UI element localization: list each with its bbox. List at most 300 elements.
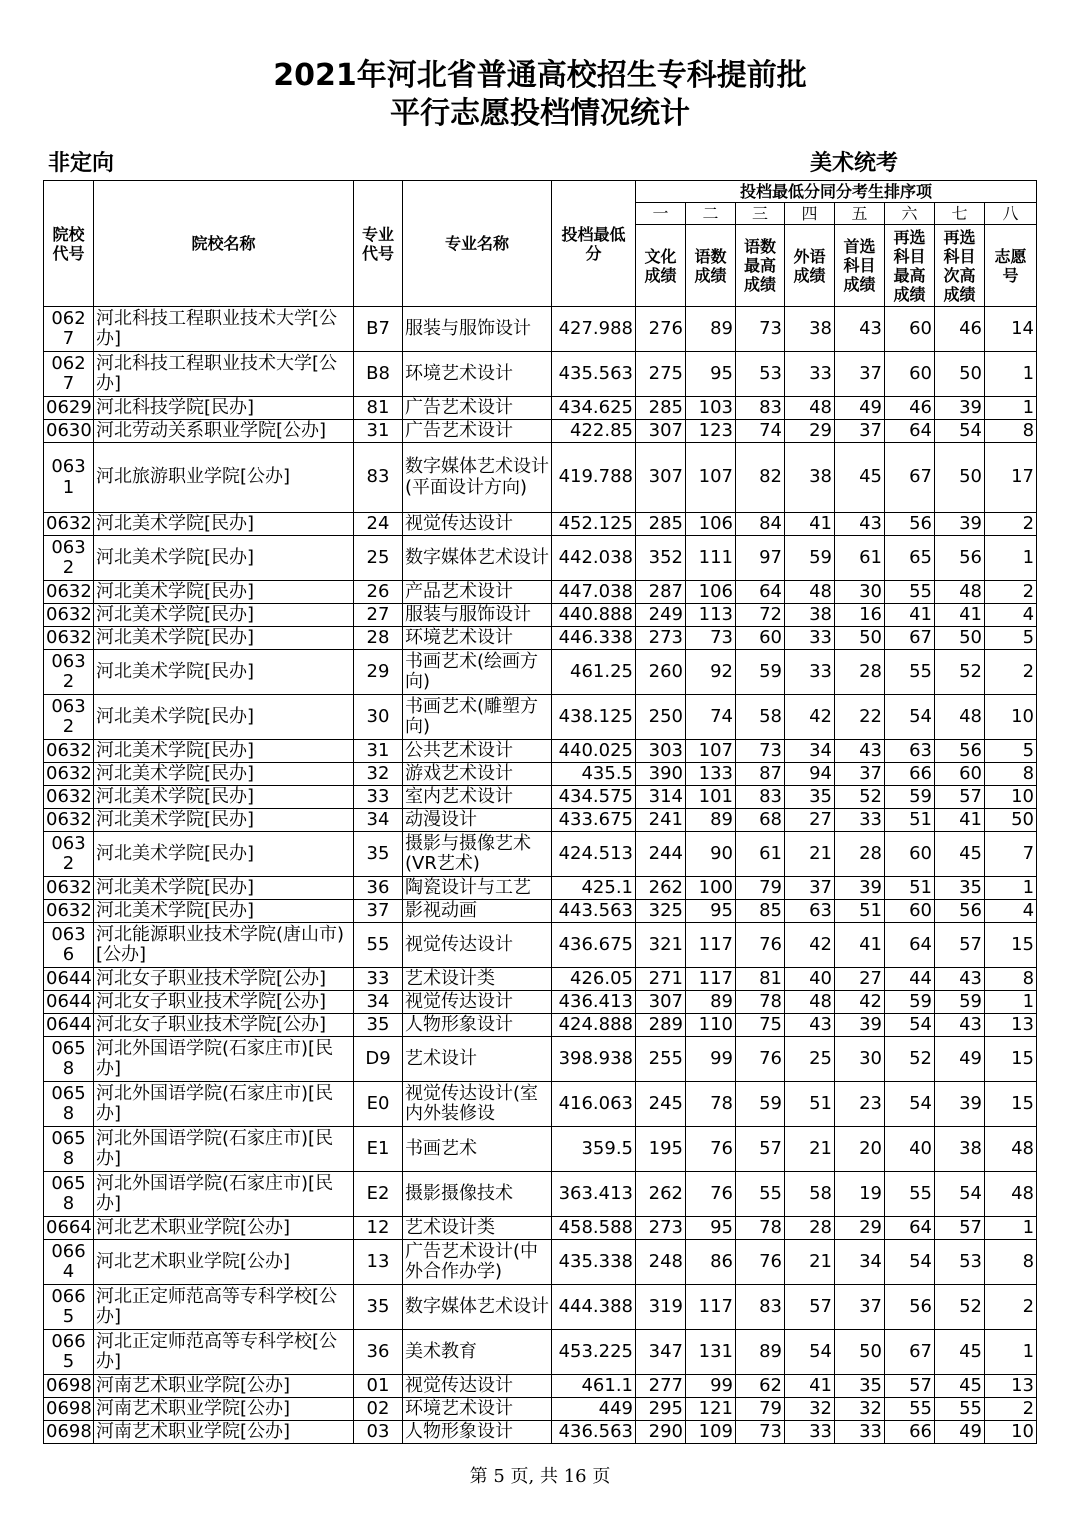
reselect-second-cell: 59 <box>935 991 985 1014</box>
table-row <box>44 923 1037 968</box>
school-code-cell: 0632 <box>44 809 94 832</box>
school-name-cell: 河北女子职业技术学院[公办] <box>94 991 354 1014</box>
preference-no-cell: 1 <box>985 352 1037 397</box>
culture-score-cell: 277 <box>636 1375 686 1398</box>
reselect-second-cell: 57 <box>935 923 985 968</box>
foreign-lang-cell: 41 <box>785 1375 835 1398</box>
chinese-math-cell: 117 <box>686 923 736 968</box>
school-name-cell: 河北美术学院[民办] <box>94 877 354 900</box>
foreign-lang-cell: 21 <box>785 832 835 877</box>
chinese-math-cell: 133 <box>686 763 736 786</box>
header-school-name: 院校名称 <box>94 181 354 307</box>
header-major-name: 专业名称 <box>403 181 552 307</box>
major-name-cell: 动漫设计 <box>403 809 552 832</box>
foreign-lang-cell: 32 <box>785 1398 835 1421</box>
chinese-math-cell: 74 <box>686 695 736 740</box>
chinese-math-max-cell: 87 <box>736 763 785 786</box>
first-subject-cell: 43 <box>835 513 885 536</box>
first-subject-cell: 20 <box>835 1127 885 1172</box>
header-rank-item: 文化成绩 <box>636 225 686 307</box>
chinese-math-max-cell: 73 <box>736 1421 785 1444</box>
header-rank-item: 语数最高成绩 <box>736 225 785 307</box>
culture-score-cell: 347 <box>636 1330 686 1375</box>
table-row <box>44 1082 1037 1127</box>
table-row <box>44 1037 1037 1082</box>
chinese-math-max-cell: 83 <box>736 397 785 420</box>
chinese-math-cell: 106 <box>686 581 736 604</box>
reselect-second-cell: 54 <box>935 1172 985 1217</box>
school-name-cell: 河北外国语学院(石家庄市)[民办] <box>94 1082 354 1127</box>
school-code-cell: 0698 <box>44 1398 94 1421</box>
major-name-cell: 服装与服饰设计 <box>403 604 552 627</box>
reselect-second-cell: 41 <box>935 809 985 832</box>
major-code-cell: 12 <box>354 1217 403 1240</box>
major-code-cell: 02 <box>354 1398 403 1421</box>
table-row <box>44 1127 1037 1172</box>
foreign-lang-cell: 33 <box>785 650 835 695</box>
school-code-cell: 0632 <box>44 877 94 900</box>
major-code-cell: E2 <box>354 1172 403 1217</box>
table-row <box>44 443 1037 513</box>
school-code-cell: 0632 <box>44 650 94 695</box>
school-name-cell: 河北正定师范高等专科学校[公办] <box>94 1285 354 1330</box>
min-score-cell: 436.675 <box>552 923 636 968</box>
school-name-cell: 河北美术学院[民办] <box>94 900 354 923</box>
preference-no-cell: 8 <box>985 968 1037 991</box>
major-name-cell: 视觉传达设计 <box>403 513 552 536</box>
major-code-cell: 35 <box>354 1285 403 1330</box>
culture-score-cell: 271 <box>636 968 686 991</box>
reselect-second-cell: 48 <box>935 581 985 604</box>
min-score-cell: 434.625 <box>552 397 636 420</box>
chinese-math-cell: 73 <box>686 627 736 650</box>
chinese-math-cell: 90 <box>686 832 736 877</box>
foreign-lang-cell: 48 <box>785 991 835 1014</box>
page-title-line2: 平行志愿投档情况统计 <box>390 96 690 131</box>
admission-table <box>43 180 1037 1444</box>
header-rank-number: 四 <box>785 203 835 225</box>
reselect-max-cell: 55 <box>885 1398 935 1421</box>
major-code-cell: 36 <box>354 877 403 900</box>
culture-score-cell: 287 <box>636 581 686 604</box>
major-name-cell: 服装与服饰设计 <box>403 307 552 352</box>
min-score-cell: 424.888 <box>552 1014 636 1037</box>
reselect-max-cell: 54 <box>885 1240 935 1285</box>
school-code-cell: 0658 <box>44 1037 94 1082</box>
culture-score-cell: 289 <box>636 1014 686 1037</box>
foreign-lang-cell: 38 <box>785 604 835 627</box>
school-name-cell: 河北美术学院[民办] <box>94 763 354 786</box>
school-code-cell: 0632 <box>44 786 94 809</box>
chinese-math-cell: 113 <box>686 604 736 627</box>
reselect-second-cell: 60 <box>935 763 985 786</box>
preference-no-cell: 13 <box>985 1375 1037 1398</box>
major-name-cell: 摄影与摄像艺术(VR艺术) <box>403 832 552 877</box>
reselect-second-cell: 56 <box>935 900 985 923</box>
school-code-cell: 0698 <box>44 1421 94 1444</box>
preference-no-cell: 15 <box>985 1082 1037 1127</box>
school-name-cell: 河北美术学院[民办] <box>94 604 354 627</box>
culture-score-cell: 276 <box>636 307 686 352</box>
reselect-max-cell: 55 <box>885 1172 935 1217</box>
school-code-cell: 0644 <box>44 1014 94 1037</box>
foreign-lang-cell: 37 <box>785 877 835 900</box>
major-code-cell: 33 <box>354 968 403 991</box>
min-score-cell: 447.038 <box>552 581 636 604</box>
school-name-cell: 河北美术学院[民办] <box>94 740 354 763</box>
preference-no-cell: 48 <box>985 1172 1037 1217</box>
table-row <box>44 1217 1037 1240</box>
chinese-math-max-cell: 72 <box>736 604 785 627</box>
foreign-lang-cell: 54 <box>785 1330 835 1375</box>
major-code-cell: 83 <box>354 443 403 513</box>
first-subject-cell: 61 <box>835 536 885 581</box>
major-name-cell: 数字媒体艺术设计 <box>403 1285 552 1330</box>
culture-score-cell: 244 <box>636 832 686 877</box>
min-score-cell: 449 <box>552 1398 636 1421</box>
culture-score-cell: 325 <box>636 900 686 923</box>
major-code-cell: 36 <box>354 1330 403 1375</box>
reselect-second-cell: 50 <box>935 352 985 397</box>
major-code-cell: D9 <box>354 1037 403 1082</box>
header-rank-number: 六 <box>885 203 935 225</box>
chinese-math-cell: 76 <box>686 1172 736 1217</box>
table-row <box>44 1421 1037 1444</box>
reselect-second-cell: 52 <box>935 650 985 695</box>
major-code-cell: 37 <box>354 900 403 923</box>
school-code-cell: 0631 <box>44 443 94 513</box>
chinese-math-max-cell: 85 <box>736 900 785 923</box>
chinese-math-max-cell: 81 <box>736 968 785 991</box>
major-code-cell: B7 <box>354 307 403 352</box>
first-subject-cell: 43 <box>835 307 885 352</box>
foreign-lang-cell: 35 <box>785 786 835 809</box>
table-row <box>44 968 1037 991</box>
major-name-cell: 人物形象设计 <box>403 1014 552 1037</box>
culture-score-cell: 195 <box>636 1127 686 1172</box>
chinese-math-cell: 78 <box>686 1082 736 1127</box>
major-name-cell: 人物形象设计 <box>403 1421 552 1444</box>
major-name-cell: 书画艺术(雕塑方向) <box>403 695 552 740</box>
chinese-math-max-cell: 82 <box>736 443 785 513</box>
reselect-second-cell: 46 <box>935 307 985 352</box>
table-row <box>44 307 1037 352</box>
chinese-math-max-cell: 64 <box>736 581 785 604</box>
foreign-lang-cell: 42 <box>785 923 835 968</box>
major-name-cell: 游戏艺术设计 <box>403 763 552 786</box>
reselect-second-cell: 55 <box>935 1398 985 1421</box>
preference-no-cell: 8 <box>985 1240 1037 1285</box>
reselect-max-cell: 41 <box>885 604 935 627</box>
table-row <box>44 627 1037 650</box>
reselect-max-cell: 54 <box>885 1014 935 1037</box>
preference-no-cell: 1 <box>985 1217 1037 1240</box>
foreign-lang-cell: 27 <box>785 809 835 832</box>
chinese-math-max-cell: 57 <box>736 1127 785 1172</box>
chinese-math-max-cell: 78 <box>736 991 785 1014</box>
reselect-max-cell: 63 <box>885 740 935 763</box>
reselect-second-cell: 50 <box>935 443 985 513</box>
header-rank-item: 再选科目最高成绩 <box>885 225 935 307</box>
culture-score-cell: 249 <box>636 604 686 627</box>
min-score-cell: 359.5 <box>552 1127 636 1172</box>
first-subject-cell: 37 <box>835 763 885 786</box>
chinese-math-max-cell: 59 <box>736 1082 785 1127</box>
school-code-cell: 0632 <box>44 740 94 763</box>
chinese-math-max-cell: 68 <box>736 809 785 832</box>
header-rank-number: 七 <box>935 203 985 225</box>
chinese-math-cell: 95 <box>686 1217 736 1240</box>
table-row <box>44 581 1037 604</box>
major-name-cell: 书画艺术(绘画方向) <box>403 650 552 695</box>
school-code-cell: 0664 <box>44 1240 94 1285</box>
chinese-math-cell: 121 <box>686 1398 736 1421</box>
reselect-second-cell: 53 <box>935 1240 985 1285</box>
header-rank-number: 二 <box>686 203 736 225</box>
school-name-cell: 河北美术学院[民办] <box>94 695 354 740</box>
major-name-cell: 公共艺术设计 <box>403 740 552 763</box>
reselect-second-cell: 43 <box>935 968 985 991</box>
major-code-cell: 81 <box>354 397 403 420</box>
min-score-cell: 398.938 <box>552 1037 636 1082</box>
chinese-math-cell: 107 <box>686 740 736 763</box>
culture-score-cell: 245 <box>636 1082 686 1127</box>
min-score-cell: 419.788 <box>552 443 636 513</box>
reselect-second-cell: 45 <box>935 1375 985 1398</box>
major-name-cell: 室内艺术设计 <box>403 786 552 809</box>
reselect-max-cell: 51 <box>885 877 935 900</box>
chinese-math-cell: 89 <box>686 991 736 1014</box>
chinese-math-max-cell: 76 <box>736 1240 785 1285</box>
school-code-cell: 0644 <box>44 991 94 1014</box>
school-name-cell: 河北女子职业技术学院[公办] <box>94 968 354 991</box>
preference-no-cell: 48 <box>985 1127 1037 1172</box>
reselect-max-cell: 56 <box>885 1285 935 1330</box>
major-code-cell: 03 <box>354 1421 403 1444</box>
chinese-math-cell: 92 <box>686 650 736 695</box>
chinese-math-cell: 100 <box>686 877 736 900</box>
header-rank-item: 外语成绩 <box>785 225 835 307</box>
major-name-cell: 广告艺术设计 <box>403 420 552 443</box>
major-name-cell: 广告艺术设计(中外合作办学) <box>403 1240 552 1285</box>
reselect-max-cell: 64 <box>885 923 935 968</box>
preference-no-cell: 2 <box>985 650 1037 695</box>
major-code-cell: 13 <box>354 1240 403 1285</box>
min-score-cell: 443.563 <box>552 900 636 923</box>
culture-score-cell: 248 <box>636 1240 686 1285</box>
school-name-cell: 河北科技工程职业技术大学[公办] <box>94 352 354 397</box>
chinese-math-cell: 109 <box>686 1421 736 1444</box>
school-code-cell: 0644 <box>44 968 94 991</box>
school-code-cell: 0627 <box>44 352 94 397</box>
min-score-cell: 452.125 <box>552 513 636 536</box>
foreign-lang-cell: 33 <box>785 1421 835 1444</box>
culture-score-cell: 307 <box>636 991 686 1014</box>
table-row <box>44 786 1037 809</box>
page-footer: 第 5 页, 共 16 页 <box>469 1466 611 1487</box>
table-row <box>44 900 1037 923</box>
min-score-cell: 424.513 <box>552 832 636 877</box>
foreign-lang-cell: 59 <box>785 536 835 581</box>
first-subject-cell: 30 <box>835 581 885 604</box>
first-subject-cell: 29 <box>835 1217 885 1240</box>
preference-no-cell: 2 <box>985 1398 1037 1421</box>
school-name-cell: 河北美术学院[民办] <box>94 513 354 536</box>
table-row <box>44 352 1037 397</box>
major-name-cell: 陶瓷设计与工艺 <box>403 877 552 900</box>
reselect-max-cell: 60 <box>885 352 935 397</box>
header-major-code: 专业代号 <box>354 181 403 307</box>
major-name-cell: 视觉传达设计 <box>403 991 552 1014</box>
foreign-lang-cell: 38 <box>785 307 835 352</box>
header-rank-number: 八 <box>985 203 1037 225</box>
min-score-cell: 461.25 <box>552 650 636 695</box>
major-name-cell: 广告艺术设计 <box>403 397 552 420</box>
reselect-second-cell: 54 <box>935 420 985 443</box>
chinese-math-max-cell: 73 <box>736 740 785 763</box>
major-code-cell: 29 <box>354 650 403 695</box>
chinese-math-max-cell: 84 <box>736 513 785 536</box>
table-body <box>44 307 1037 1444</box>
preference-no-cell: 4 <box>985 900 1037 923</box>
foreign-lang-cell: 25 <box>785 1037 835 1082</box>
culture-score-cell: 295 <box>636 1398 686 1421</box>
school-code-cell: 0665 <box>44 1330 94 1375</box>
school-code-cell: 0632 <box>44 581 94 604</box>
min-score-cell: 434.575 <box>552 786 636 809</box>
major-code-cell: 55 <box>354 923 403 968</box>
foreign-lang-cell: 21 <box>785 1240 835 1285</box>
table-row <box>44 1014 1037 1037</box>
school-code-cell: 0632 <box>44 763 94 786</box>
first-subject-cell: 41 <box>835 923 885 968</box>
min-score-cell: 446.338 <box>552 627 636 650</box>
table-row <box>44 536 1037 581</box>
school-code-cell: 0636 <box>44 923 94 968</box>
chinese-math-cell: 110 <box>686 1014 736 1037</box>
culture-score-cell: 262 <box>636 1172 686 1217</box>
culture-score-cell: 390 <box>636 763 686 786</box>
reselect-max-cell: 52 <box>885 1037 935 1082</box>
major-code-cell: 34 <box>354 809 403 832</box>
preference-no-cell: 1 <box>985 397 1037 420</box>
major-name-cell: 摄影摄像技术 <box>403 1172 552 1217</box>
major-name-cell: 环境艺术设计 <box>403 1398 552 1421</box>
preference-no-cell: 1 <box>985 536 1037 581</box>
table-row <box>44 877 1037 900</box>
school-code-cell: 0658 <box>44 1172 94 1217</box>
min-score-cell: 453.225 <box>552 1330 636 1375</box>
min-score-cell: 458.588 <box>552 1217 636 1240</box>
first-subject-cell: 22 <box>835 695 885 740</box>
first-subject-cell: 37 <box>835 352 885 397</box>
reselect-second-cell: 45 <box>935 1330 985 1375</box>
min-score-cell: 436.413 <box>552 991 636 1014</box>
first-subject-cell: 39 <box>835 1014 885 1037</box>
chinese-math-max-cell: 83 <box>736 786 785 809</box>
culture-score-cell: 307 <box>636 443 686 513</box>
reselect-max-cell: 60 <box>885 900 935 923</box>
chinese-math-cell: 76 <box>686 1127 736 1172</box>
table-row <box>44 420 1037 443</box>
reselect-max-cell: 54 <box>885 695 935 740</box>
min-score-cell: 427.988 <box>552 307 636 352</box>
first-subject-cell: 27 <box>835 968 885 991</box>
reselect-second-cell: 49 <box>935 1421 985 1444</box>
school-name-cell: 河北美术学院[民办] <box>94 809 354 832</box>
chinese-math-cell: 86 <box>686 1240 736 1285</box>
school-name-cell: 河北女子职业技术学院[公办] <box>94 1014 354 1037</box>
school-code-cell: 0698 <box>44 1375 94 1398</box>
preference-no-cell: 2 <box>985 1285 1037 1330</box>
culture-score-cell: 352 <box>636 536 686 581</box>
major-code-cell: 24 <box>354 513 403 536</box>
school-code-cell: 0629 <box>44 397 94 420</box>
school-code-cell: 0632 <box>44 627 94 650</box>
school-code-cell: 0632 <box>44 832 94 877</box>
reselect-max-cell: 51 <box>885 809 935 832</box>
major-code-cell: E0 <box>354 1082 403 1127</box>
chinese-math-cell: 89 <box>686 809 736 832</box>
min-score-cell: 425.1 <box>552 877 636 900</box>
major-code-cell: 26 <box>354 581 403 604</box>
min-score-cell: 461.1 <box>552 1375 636 1398</box>
chinese-math-max-cell: 62 <box>736 1375 785 1398</box>
chinese-math-cell: 103 <box>686 397 736 420</box>
table-row <box>44 1330 1037 1375</box>
culture-score-cell: 314 <box>636 786 686 809</box>
first-subject-cell: 23 <box>835 1082 885 1127</box>
header-ranking-group: 投档最低分同分考生排序项 <box>636 181 1037 203</box>
chinese-math-max-cell: 60 <box>736 627 785 650</box>
min-score-cell: 433.675 <box>552 809 636 832</box>
reselect-second-cell: 57 <box>935 786 985 809</box>
school-name-cell: 河北科技学院[民办] <box>94 397 354 420</box>
table-header <box>44 181 1037 307</box>
foreign-lang-cell: 33 <box>785 352 835 397</box>
school-name-cell: 河北美术学院[民办] <box>94 650 354 695</box>
major-code-cell: 35 <box>354 832 403 877</box>
preference-no-cell: 15 <box>985 1037 1037 1082</box>
major-name-cell: 数字媒体艺术设计 <box>403 536 552 581</box>
reselect-max-cell: 55 <box>885 650 935 695</box>
chinese-math-cell: 89 <box>686 307 736 352</box>
table-row <box>44 604 1037 627</box>
table-row <box>44 991 1037 1014</box>
chinese-math-max-cell: 79 <box>736 1398 785 1421</box>
reselect-second-cell: 52 <box>935 1285 985 1330</box>
chinese-math-max-cell: 83 <box>736 1285 785 1330</box>
preference-no-cell: 10 <box>985 695 1037 740</box>
preference-no-cell: 2 <box>985 581 1037 604</box>
school-code-cell: 0627 <box>44 307 94 352</box>
first-subject-cell: 34 <box>835 1240 885 1285</box>
first-subject-cell: 35 <box>835 1375 885 1398</box>
chinese-math-cell: 99 <box>686 1037 736 1082</box>
foreign-lang-cell: 34 <box>785 740 835 763</box>
reselect-max-cell: 67 <box>885 443 935 513</box>
chinese-math-max-cell: 61 <box>736 832 785 877</box>
school-name-cell: 河北艺术职业学院[公办] <box>94 1240 354 1285</box>
foreign-lang-cell: 63 <box>785 900 835 923</box>
foreign-lang-cell: 29 <box>785 420 835 443</box>
table-row <box>44 763 1037 786</box>
first-subject-cell: 33 <box>835 809 885 832</box>
foreign-lang-cell: 48 <box>785 397 835 420</box>
min-score-cell: 436.563 <box>552 1421 636 1444</box>
chinese-math-max-cell: 76 <box>736 923 785 968</box>
first-subject-cell: 37 <box>835 420 885 443</box>
